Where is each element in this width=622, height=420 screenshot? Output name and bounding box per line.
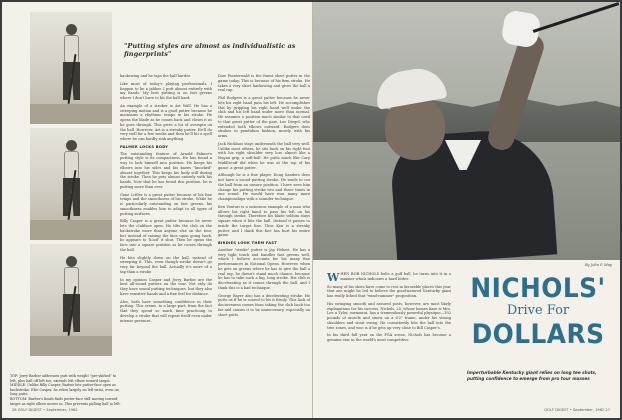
magazine-spread <box>2 2 620 418</box>
paragraph: Also, both have something confidence in their putting. This seems, to a large part, from the fact that they spend so much time practicing to develop a stroke that will repeat itself even under intense pressure. <box>120 299 212 323</box>
putting-photo-top <box>30 12 112 124</box>
title-line-2: Drive For <box>506 303 570 318</box>
paragraph: He hits slightly down on the ball, instead of sweeping it. This, even though stroke doesn't go very far beyond the ball. Actually it's more of a tap than a stroke. <box>120 255 212 274</box>
paragraph: Gene Littler is a great putter because of his fine tempo and the smoothness of his stroke. While he is particularly outstanding on fast greens, his smoothness enables him to adapt to all types of putting surfaces. <box>120 192 212 216</box>
hero-photo <box>313 2 620 260</box>
paragraph: WHEN BOB NICHOLS belts a golf ball, he turns into it in a manner which indicates a hard hitter. <box>327 271 451 284</box>
paragraph: In his third full year on the PGA scene, Nichols has become a genuine star in the world's most competitive <box>327 333 451 342</box>
article-column-1 <box>120 74 212 326</box>
page-folio-right: GOLF DIGEST • September, 1962 27 <box>544 408 610 412</box>
putting-photo-bottom <box>30 244 112 356</box>
byline: By John P. May <box>584 263 612 267</box>
article-intro <box>327 272 451 346</box>
photo-sequence <box>30 12 112 360</box>
paragraph: So many of his shots have come to rest in favorable places this year that one might be led to believe the good-natured Kentucky giant has really licked that "wind-rammer" proposition. <box>327 284 451 298</box>
right-page <box>313 2 620 418</box>
subhead: BIRDIES LOOK THEM FAST <box>218 241 277 245</box>
paragraph: Although he is a fine player, Doug Sanders does not have a sound putting stroke. He tends to cut the ball from an unsure position. I have seen him change his putting stroke two and three times in one round. He would have won many more championships with a sounder technique. <box>218 173 310 201</box>
paragraph: The outstanding feature of Arnold Palmer's putting style is its compactness. He has found a way to lock himself into position. He keeps his elbows into his sides and his knees "knocked" almost together. This keeps his body still during the stroke. Then he puts almost entirely with his hands. Now that he has found this position, he is putting more than ever. <box>120 151 212 189</box>
article-title <box>463 274 613 350</box>
article-deck: Imperturbable Kentucky giant relies on long tee shots, putting confidence to emerge from pro tour masses <box>467 370 597 381</box>
pull-quote: "Putting styles are almost as individualistic as fingerprints" <box>124 42 296 58</box>
article-column-2 <box>218 74 310 320</box>
caption: TOP: Jerry Barber addresses putt with weight "pre-shifted" to left, plus ball off left toe, extends left elbow toward target. <box>10 374 117 383</box>
golfer-figure <box>353 12 583 260</box>
title-line-3: DOLLARS <box>471 319 605 350</box>
paragraph: Ken Venturi is a notorious example of a man who allows his right hand to pass his left on his through stroke. Therefore his blade seldom stays square when it hits the ball. Instead it passes to inside the target line. Thus Ken is a streaky putter, and I think this fact has hurt his entire game. <box>218 204 310 238</box>
paragraph: backswing and he taps the ball harder. <box>120 74 191 78</box>
caption: MIDDLE: Unlike Billy Casper, Barber lets putter-face open as backstroke. Else Casper, he relies largely on left wrist, even on long putts. <box>10 383 119 397</box>
caption: BOTTOM: Barber's finish finds putter-face still moving toward target as right elbow moves in. This prevents pulling ball to left. <box>10 396 121 406</box>
paragraph: Phil Rodgers is a great putter because he never lets his right hand pass his left. He accomplishes this by gripping his right hand well under the club and his left hand under more than normal. He assumes a position much similar to that used to that great putter of the past, Leo Diegel, who extended both elbows outward. Rodgers does strokes in pendulum fashion, mostly with his arms. <box>218 96 310 138</box>
page-folio-left: 26 GOLF DIGEST • September, 1962 <box>12 408 78 412</box>
photo-captions <box>10 374 122 406</box>
paragraph: George Bayer also has a decelerating stroke. He putts as if he is scared to hit it firmly. This lack of decisiveness comes from taking the club back too far and causes it to be unnecessary, especially on short putts. <box>218 293 310 317</box>
left-page <box>2 2 313 418</box>
paragraph: Billy Casper is a great putter because he never lets the clubface open. He tilts the club on the backstroke more than anyone else on the tour, but instead of raising the face upon going back, he appears to 'hood' it shut. Then he opens the face into a square position as he comes through the ball. <box>120 219 212 252</box>
paragraph: In my opinion Casper and Jerry Barber are the best all-round putters on the tour. Not only do they have sound putting techniques, but they also have sensitive hands and a fine feel for distance. <box>120 277 212 296</box>
paragraph: Another "stroke" putter is Jay Hebert. He has a very light touch and handles fast greens well, which I believe accounts for his many fine performances in National Opens. However, when he gets on greens where he has to give the ball a real rap, he doesn't stand much chance, because he has to take such a big, long stroke. His club is decelerating as it comes through the ball, and I think this is a bad technique. <box>218 247 310 290</box>
paragraph: Jack Nicklaus stays underneath the ball very well. Unlike most others, he sits back on his right foot with his right shoulder very low, almost like a Hogan grip, a soft-ball. He putts much like Cary Middlecoff did when he was at the top of his game: a great putter. <box>218 141 310 170</box>
subhead: PALMER LOCKS BODY <box>120 144 169 149</box>
putting-photo-middle <box>30 128 112 240</box>
paragraph: Like most of today's playing professionals, I happen to be a jabber. I putt almost entirely with my hands. My best putting is on fast greens where I don't have to hit the ball hard. <box>120 81 212 100</box>
drop-cap: W <box>327 271 340 284</box>
title-line-1: NICHOLS' <box>470 273 606 304</box>
paragraph: An example of a stroker is Art Wall. He has a sweeping motion and is a good putter because he maintains a rhythmic tempo in his stroke. He opens the blade as he comes back and closes it as he goes through. This gives a lot of overspin on the ball. However, Art is a streaky putter. He'll do very well for a few weeks and then he'll hit a spell where he can hardly sink anything. <box>120 103 212 141</box>
paragraph: Dow Finsterwald is the finest short putter in the game today. This is because of his firm stroke. He takes a very short backswing and gives the ball a real rap. <box>218 74 310 93</box>
paragraph: His swinging smooth and assured posts, however, are most likely explanations for his success. Nichols, 25, whose homes base is Mrs. Lee a Tyler, surmount, has a tremendously powerful physique—192 pounds of muscle and sinew on a 6'2" frame, under his strong shoulders and stout swing. He consistently hits the ball into the tree zones, and woe is if he gets up very close to Bill Casper's. <box>327 301 452 330</box>
